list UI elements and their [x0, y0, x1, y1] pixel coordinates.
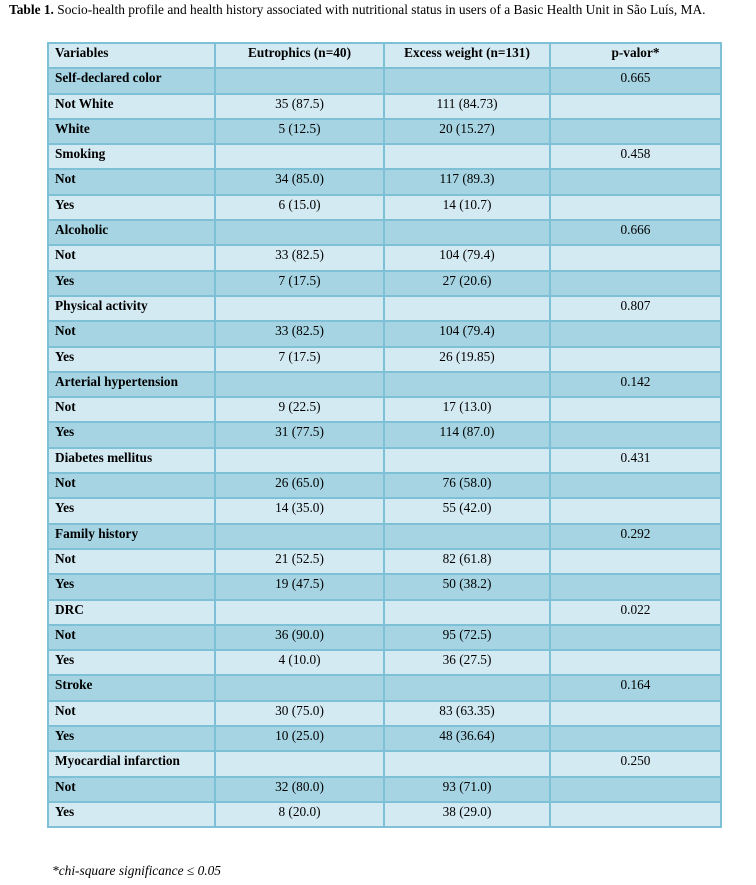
cell-excess-weight	[384, 68, 550, 93]
table-row	[48, 600, 721, 625]
cell-eutrophics	[215, 448, 384, 473]
table-row	[48, 802, 721, 827]
cell-eutrophics: 5 (12.5)	[215, 119, 384, 144]
cell-variable: Self-declared color	[48, 68, 215, 93]
cell-excess-weight: 114 (87.0)	[384, 422, 550, 447]
table-row	[48, 347, 721, 372]
cell-excess-weight: 26 (19.85)	[384, 347, 550, 372]
cell-variable: Not	[48, 549, 215, 574]
cell-excess-weight: 38 (29.0)	[384, 802, 550, 827]
cell-p-value	[550, 701, 721, 726]
cell-excess-weight: 111 (84.73)	[384, 94, 550, 119]
cell-excess-weight	[384, 600, 550, 625]
table-body	[48, 68, 721, 827]
cell-p-value: 0.665	[550, 68, 721, 93]
cell-eutrophics: 6 (15.0)	[215, 195, 384, 220]
cell-p-value	[550, 498, 721, 523]
cell-p-value	[550, 347, 721, 372]
cell-eutrophics	[215, 600, 384, 625]
table-row	[48, 68, 721, 93]
table-row	[48, 524, 721, 549]
cell-p-value	[550, 473, 721, 498]
table-row	[48, 498, 721, 523]
cell-eutrophics	[215, 144, 384, 169]
table-row	[48, 94, 721, 119]
cell-excess-weight: 17 (13.0)	[384, 397, 550, 422]
cell-variable: Physical activity	[48, 296, 215, 321]
table-row	[48, 296, 721, 321]
cell-excess-weight	[384, 524, 550, 549]
cell-p-value	[550, 169, 721, 194]
table-row	[48, 195, 721, 220]
header-p-value: p-valor*	[550, 43, 721, 68]
cell-eutrophics: 19 (47.5)	[215, 574, 384, 599]
table-row	[48, 144, 721, 169]
cell-eutrophics	[215, 296, 384, 321]
cell-excess-weight: 82 (61.8)	[384, 549, 550, 574]
cell-eutrophics: 4 (10.0)	[215, 650, 384, 675]
cell-variable: Not	[48, 169, 215, 194]
cell-variable: Diabetes mellitus	[48, 448, 215, 473]
table-row	[48, 701, 721, 726]
cell-eutrophics	[215, 372, 384, 397]
table-row	[48, 119, 721, 144]
cell-p-value	[550, 777, 721, 802]
footnote: *chi-square significance ≤ 0.05	[52, 863, 221, 878]
cell-eutrophics: 35 (87.5)	[215, 94, 384, 119]
cell-p-value	[550, 422, 721, 447]
cell-variable: Yes	[48, 195, 215, 220]
table-row	[48, 422, 721, 447]
cell-variable: Yes	[48, 726, 215, 751]
table-row	[48, 220, 721, 245]
cell-eutrophics: 33 (82.5)	[215, 245, 384, 270]
cell-excess-weight: 50 (38.2)	[384, 574, 550, 599]
cell-p-value	[550, 94, 721, 119]
table-row	[48, 650, 721, 675]
cell-variable: Yes	[48, 650, 215, 675]
cell-excess-weight	[384, 372, 550, 397]
cell-p-value	[550, 650, 721, 675]
cell-excess-weight	[384, 675, 550, 700]
cell-p-value	[550, 574, 721, 599]
cell-variable: Yes	[48, 498, 215, 523]
header-variables: Variables	[48, 43, 215, 68]
cell-eutrophics	[215, 220, 384, 245]
cell-p-value	[550, 802, 721, 827]
cell-excess-weight: 48 (36.64)	[384, 726, 550, 751]
cell-excess-weight: 93 (71.0)	[384, 777, 550, 802]
cell-eutrophics: 34 (85.0)	[215, 169, 384, 194]
caption-text: Socio-health profile and health history associated with nutritional status in users of a Basic Health Unit in São Luís, MA.	[53, 2, 706, 17]
table-row	[48, 245, 721, 270]
table-row	[48, 549, 721, 574]
cell-excess-weight: 36 (27.5)	[384, 650, 550, 675]
cell-p-value: 0.458	[550, 144, 721, 169]
cell-eutrophics: 7 (17.5)	[215, 347, 384, 372]
cell-p-value	[550, 119, 721, 144]
cell-p-value	[550, 549, 721, 574]
table-row	[48, 726, 721, 751]
cell-excess-weight	[384, 448, 550, 473]
cell-eutrophics	[215, 68, 384, 93]
cell-eutrophics	[215, 675, 384, 700]
cell-eutrophics: 14 (35.0)	[215, 498, 384, 523]
cell-eutrophics: 10 (25.0)	[215, 726, 384, 751]
cell-excess-weight: 14 (10.7)	[384, 195, 550, 220]
header-row	[48, 43, 721, 68]
cell-variable: Myocardial infarction	[48, 751, 215, 776]
table-row	[48, 169, 721, 194]
cell-variable: Not	[48, 625, 215, 650]
cell-eutrophics: 9 (22.5)	[215, 397, 384, 422]
cell-p-value	[550, 245, 721, 270]
cell-p-value	[550, 726, 721, 751]
cell-eutrophics: 31 (77.5)	[215, 422, 384, 447]
cell-variable: Yes	[48, 802, 215, 827]
header-eutrophics: Eutrophics (n=40)	[215, 43, 384, 68]
cell-variable: Not	[48, 701, 215, 726]
cell-excess-weight: 20 (15.27)	[384, 119, 550, 144]
cell-excess-weight: 95 (72.5)	[384, 625, 550, 650]
cell-p-value	[550, 271, 721, 296]
cell-excess-weight: 83 (63.35)	[384, 701, 550, 726]
cell-excess-weight: 76 (58.0)	[384, 473, 550, 498]
table-row	[48, 751, 721, 776]
cell-eutrophics: 32 (80.0)	[215, 777, 384, 802]
cell-p-value	[550, 625, 721, 650]
cell-excess-weight	[384, 220, 550, 245]
table-row	[48, 372, 721, 397]
cell-eutrophics: 36 (90.0)	[215, 625, 384, 650]
table-row	[48, 777, 721, 802]
cell-p-value	[550, 321, 721, 346]
cell-p-value	[550, 195, 721, 220]
cell-excess-weight: 104 (79.4)	[384, 245, 550, 270]
cell-variable: Yes	[48, 422, 215, 447]
cell-variable: Not	[48, 777, 215, 802]
table-row	[48, 675, 721, 700]
cell-p-value: 0.666	[550, 220, 721, 245]
cell-variable: Family history	[48, 524, 215, 549]
cell-p-value	[550, 397, 721, 422]
cell-variable: Yes	[48, 271, 215, 296]
data-table	[47, 42, 722, 828]
cell-excess-weight: 117 (89.3)	[384, 169, 550, 194]
cell-variable: White	[48, 119, 215, 144]
table-caption	[9, 1, 754, 18]
header-excess-weight: Excess weight (n=131)	[384, 43, 550, 68]
cell-excess-weight	[384, 296, 550, 321]
table-row	[48, 271, 721, 296]
cell-excess-weight: 27 (20.6)	[384, 271, 550, 296]
cell-variable: Alcoholic	[48, 220, 215, 245]
cell-variable: Not	[48, 473, 215, 498]
cell-variable: Not	[48, 397, 215, 422]
table-row	[48, 574, 721, 599]
cell-eutrophics: 33 (82.5)	[215, 321, 384, 346]
cell-p-value: 0.164	[550, 675, 721, 700]
cell-eutrophics: 26 (65.0)	[215, 473, 384, 498]
table-row	[48, 625, 721, 650]
table-row	[48, 397, 721, 422]
cell-eutrophics: 8 (20.0)	[215, 802, 384, 827]
caption-label: Table 1.	[9, 2, 54, 17]
cell-excess-weight	[384, 144, 550, 169]
cell-variable: Smoking	[48, 144, 215, 169]
cell-p-value: 0.142	[550, 372, 721, 397]
cell-variable: DRC	[48, 600, 215, 625]
cell-variable: Not	[48, 245, 215, 270]
cell-p-value: 0.431	[550, 448, 721, 473]
cell-eutrophics	[215, 524, 384, 549]
cell-variable: Yes	[48, 347, 215, 372]
cell-excess-weight	[384, 751, 550, 776]
cell-p-value: 0.250	[550, 751, 721, 776]
cell-excess-weight: 104 (79.4)	[384, 321, 550, 346]
cell-excess-weight: 55 (42.0)	[384, 498, 550, 523]
table-row	[48, 473, 721, 498]
cell-eutrophics	[215, 751, 384, 776]
cell-variable: Arterial hypertension	[48, 372, 215, 397]
cell-variable: Not White	[48, 94, 215, 119]
cell-variable: Stroke	[48, 675, 215, 700]
table-row	[48, 448, 721, 473]
cell-variable: Yes	[48, 574, 215, 599]
cell-p-value: 0.807	[550, 296, 721, 321]
cell-variable: Not	[48, 321, 215, 346]
cell-eutrophics: 21 (52.5)	[215, 549, 384, 574]
cell-p-value: 0.022	[550, 600, 721, 625]
cell-eutrophics: 7 (17.5)	[215, 271, 384, 296]
table-row	[48, 321, 721, 346]
cell-eutrophics: 30 (75.0)	[215, 701, 384, 726]
cell-p-value: 0.292	[550, 524, 721, 549]
